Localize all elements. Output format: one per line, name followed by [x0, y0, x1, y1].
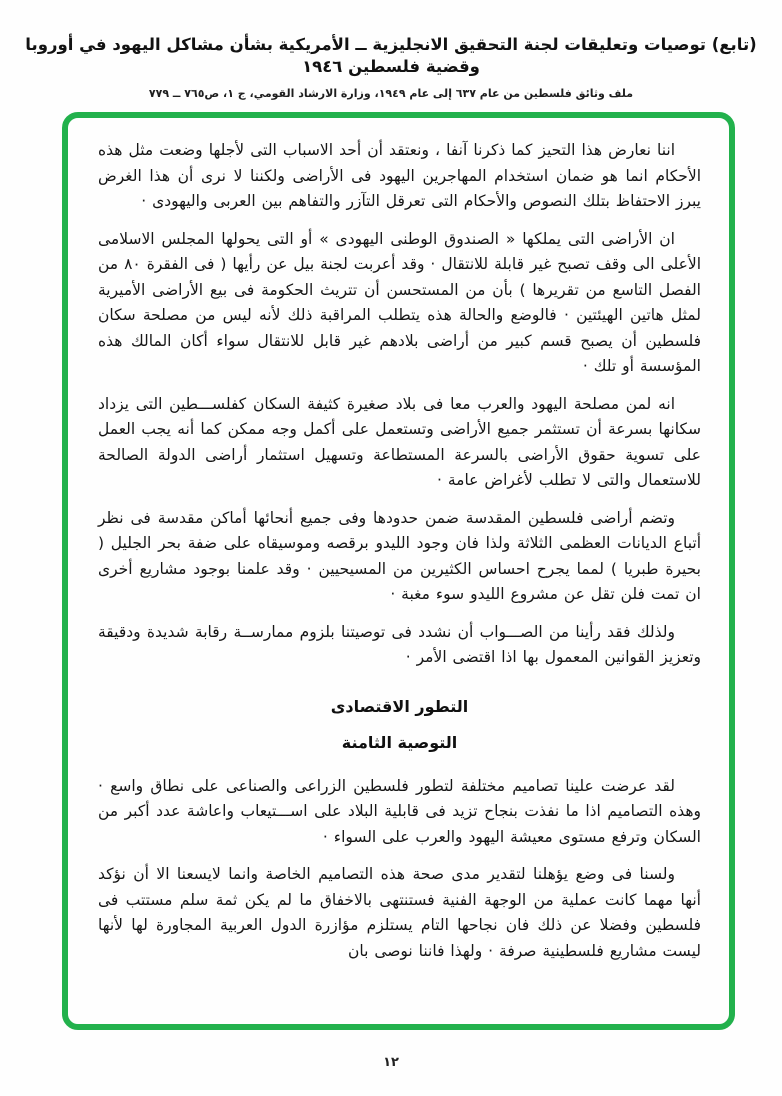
body-paragraph: ولسنا فى وضع يؤهلنا لتقدير مدى صحة هذه التصاميم الخاصة وانما لايسعنا الا أن نؤكد أنها مهما كانت عملية من الوجهة الفنية فستنتهى بالاخفاق ما لم يكن ثمة سلم مستتب فى فلسطين وفضلا عن ذلك فان نجاحها التام يستلزم مؤازرة الدول العربية المجاورة لها لأنها ليست مشاريع فلسطينية صرفة · ولهذا فاننا نوصى بان: [98, 865, 701, 960]
document-subtitle: ملف وثائق فلسطين من عام ٦٣٧ إلى عام ١٩٤٩، وزارة الارشاد القومي، ج ١، ص٧٦٥ ــ ٧٧٩: [148, 87, 634, 100]
subsection-heading-recommendation-eight: التوصية الثامنة: [341, 732, 458, 752]
document-title: (تابع) توصيات وتعليقات لجنة التحقيق الانجليزية ــ الأمريكية بشأن مشاكل اليهود في أوروبا وقضية فلسطين ١٩٤٦: [25, 35, 757, 76]
body-paragraph: لقد عرضت علينا تصاميم مختلفة لتطور فلسطين الزراعى والصناعى على نطاق واسع · وهذه التصاميم اذا ما نفذت بنجاح تزيد فى قابلية البلاد على اســـتيعاب واعاشة عدد أكبر من السكان وترفع مستوى معيشة اليهود والعرب على السواء ·: [98, 776, 701, 846]
body-paragraph: ان الأراضى التى يملكها « الصندوق الوطنى اليهودى » أو التى يحولها المجلس الاسلامى الأعلى الى وقف تصبح غير قابلة للانتقال · وقد أعربت لجنة بيل عن رأيها ( فى الفقرة ٨٠ من الفصل التاسع من تقريرها ) بأن من المستحسن أن تتريث الحكومة فى بيع الأراضى الأميرية لمثل هاتين الهيئتين · فالوضع والحالة هذه يتطلب المراقبة ذلك لأنه ليس من مصلحة سكان فلسطين أن يصبح قسم كبير من أراضى بلادهم غير قابل للانتقال سواء أكان المالك هذه المؤسسة أو تلك ·: [98, 229, 701, 375]
body-paragraph: اننا نعارض هذا التحيز كما ذكرنا آنفا ، ونعتقد أن أحد الاسباب التى لأجلها وضعت مثل هذه الأحكام انما هو ضمان استخدام المهاجرين اليهود فى الأراضى ولكننا لا نرى أن هذا الغرض يبرز الاحتفاظ بتلك النصوص والأحكام التى تعرقل التآزر والتفاهم بين العربى واليهودى ·: [98, 141, 701, 210]
body-paragraph: وتضم أراضى فلسطين المقدسة ضمن حدودها وفى جميع أنحائها أماكن مقدسة فى نظر أتباع الديانات العظمى الثلاثة ولذا فان وجود الليدو برقصه وموسيقاه على ضفة بحر الجليل ( بحيرة طبريا ) لمما يجرح احساس الكثيرين من المسيحيين · وقد علمنا بوجود مشاريع أخرى ان تمت فلن تقل عن مشروع الليدو سوء مغبة ·: [98, 508, 701, 603]
page-header: [0, 0, 782, 100]
body-paragraph: انه لمن مصلحة اليهود والعرب معا فى بلاد صغيرة كثيفة السكان كفلســـطين التى يزداد سكانها بسرعة أن تستثمر جميع الأراضى وتستعمل على أكمل وجه ممكن كما أنه يجب العمل على تسوية حقوق الأراضى بالسرعة المستطاعة وتسهيل استثمار أراضى الدولة الصالحة للاستعمال والتى لا تطلب لأغراض عامة ·: [98, 394, 701, 489]
section-heading-economic-development: التطور الاقتصادى: [330, 696, 469, 716]
body-paragraph: ولذلك فقد رأينا من الصـــواب أن نشدد فى توصيتنا بلزوم ممارســة رقابة شديدة ودقيقة وتعزيز القوانين المعمول بها اذا اقتضى الأمر ·: [98, 622, 701, 666]
page-number: ١٢: [383, 1055, 399, 1070]
page-footer: [0, 1051, 782, 1070]
green-border-frame: [62, 112, 735, 1030]
